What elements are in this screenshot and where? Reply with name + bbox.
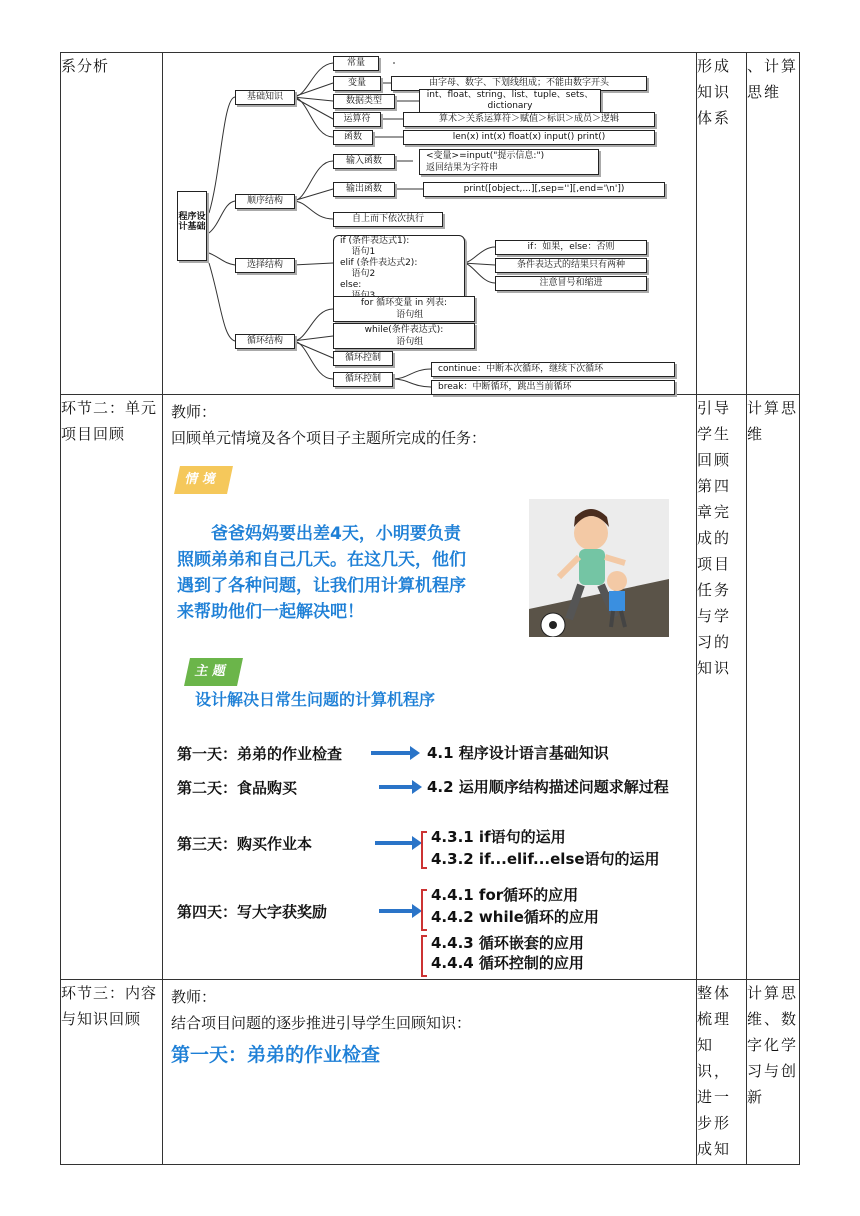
row-content-review — [61, 980, 800, 1165]
node-dtype-desc: int、float、string、list、tuple、sets、dictionary — [419, 89, 601, 113]
row3-intro: 结合项目问题的逐步推进引导学生回顾知识： — [171, 1014, 472, 1032]
node-op-desc: 算术＞关系运算符＞赋值＞标识＞成员＞逻辑 — [403, 112, 655, 127]
node-const: 常量 — [333, 56, 379, 71]
mindmap-root: 程序设计基础 — [177, 191, 207, 261]
arrow-icon — [371, 751, 411, 755]
arrow-icon — [379, 785, 413, 789]
row3-teacher: 教师： — [171, 988, 217, 1006]
bracket-4a — [421, 889, 427, 931]
node-selection: 选择结构 — [235, 258, 295, 273]
theme-text: 设计解决日常生问题的计算机程序 — [195, 690, 436, 709]
node-loop-ctrl-1: 循环控制 — [333, 351, 393, 366]
node-var-desc: 由字母、数字、下划线组成；不能由数字开头 — [391, 76, 647, 91]
row3-day-heading: 第一天：弟弟的作业检查 — [171, 1044, 381, 1066]
arrow-icon — [375, 841, 413, 845]
day-1: 第一天：弟弟的作业检查 — [177, 745, 343, 763]
sec-1-1: 4.1 程序设计语言基础知识 — [427, 744, 609, 762]
node-loop-ctrl-2: 循环控制 — [333, 372, 393, 387]
row-unit-review — [61, 395, 800, 980]
sec-4-2: 4.4.2 while循环的应用 — [431, 908, 599, 926]
node-break: break：中断循环，跳出当前循环 — [431, 380, 675, 395]
sec-4-1: 4.4.1 for循环的应用 — [431, 886, 579, 904]
story-text: 爸爸妈妈要出差4天，小明要负责照顾弟弟和自己几天。在这几天，他们遇到了各种问题，让我们用计算机程序来帮助他们一起解决吧！ — [177, 524, 466, 622]
node-topdown: 自上而下依次执行 — [333, 212, 443, 227]
row3-stage: 环节三：内容与知识回顾 — [61, 980, 163, 1165]
mindmap-cell — [163, 53, 697, 395]
sec-2-1: 4.2 运用顺序结构描述问题求解过程 — [427, 778, 669, 796]
day-3: 第三天：购买作业本 — [177, 835, 313, 853]
row1-literacy: 、计算思维 — [747, 53, 800, 395]
node-basics: 基础知识 — [235, 90, 295, 105]
node-loop: 循环结构 — [235, 334, 295, 349]
node-continue: continue：中断本次循环，继续下次循环 — [431, 362, 675, 377]
row3-literacy: 计算思维、数字化学习与创新 — [747, 980, 800, 1165]
family-illustration — [529, 499, 669, 637]
row3-purpose: 整体梳理知识，进一步形成知 — [697, 980, 747, 1165]
sec-3-2: 4.3.2 if...elif...else语句的运用 — [431, 850, 660, 868]
mindmap — [163, 53, 696, 391]
tag-theme: 主 题 — [184, 658, 242, 686]
day-4: 第四天：写大字获奖励 — [177, 903, 328, 921]
sec-3-1: 4.3.1 if语句的运用 — [431, 828, 566, 846]
node-input-desc: <变量>=input("提示信息:") 返回结果为字符串 — [419, 149, 599, 175]
row2-teacher: 教师： — [171, 403, 217, 421]
node-output: 输出函数 — [333, 182, 395, 197]
row2-stage: 环节二：单元项目回顾 — [61, 395, 163, 980]
row1-purpose: 形成知识体系 — [697, 53, 747, 395]
bracket-3 — [421, 831, 427, 869]
tag-scene: 情 境 — [174, 466, 232, 494]
day-2: 第二天：食品购买 — [177, 779, 298, 797]
node-var: 变量 — [333, 76, 381, 91]
row2-content — [163, 395, 697, 980]
node-input: 输入函数 — [333, 154, 395, 169]
row3-content — [163, 980, 697, 1165]
node-if-1: if：如果，else：否则 — [495, 240, 647, 255]
lesson-table — [60, 52, 800, 1165]
node-op: 运算符 — [333, 112, 381, 127]
row-system-analysis — [61, 53, 800, 395]
node-if-code: if (条件表达式1): 语句1 elif (条件表达式2): 语句2 else: — [333, 235, 465, 303]
bracket-4b — [421, 935, 427, 977]
node-func: 函数 — [333, 130, 373, 145]
row2-purpose: 引导学生回顾第四章完成的项目任务与学习的知识 — [697, 395, 747, 980]
node-dtype: 数据类型 — [333, 94, 395, 109]
node-if-3: 注意冒号和缩进 — [495, 276, 647, 291]
node-func-desc: len(x) int(x) float(x) input() print() — [403, 130, 655, 145]
row1-stage: 系分析 — [61, 53, 163, 395]
node-if-2: 条件表达式的结果只有两种 — [495, 258, 647, 273]
node-for: for 循环变量 in 列表: 语句组 — [333, 296, 475, 322]
node-sequence: 顺序结构 — [235, 194, 295, 209]
sec-4-3: 4.4.3 循环嵌套的应用 — [431, 934, 584, 952]
arrow-icon — [379, 909, 413, 913]
node-while: while(条件表达式): 语句组 — [333, 323, 475, 349]
row2-literacy: 计算思维 — [747, 395, 800, 980]
node-output-desc: print([object,...][,sep=''][,end='\n']) — [423, 182, 665, 197]
row2-intro: 回顾单元情境及各个项目子主题所完成的任务： — [171, 429, 487, 447]
sec-4-4: 4.4.4 循环控制的应用 — [431, 954, 584, 972]
